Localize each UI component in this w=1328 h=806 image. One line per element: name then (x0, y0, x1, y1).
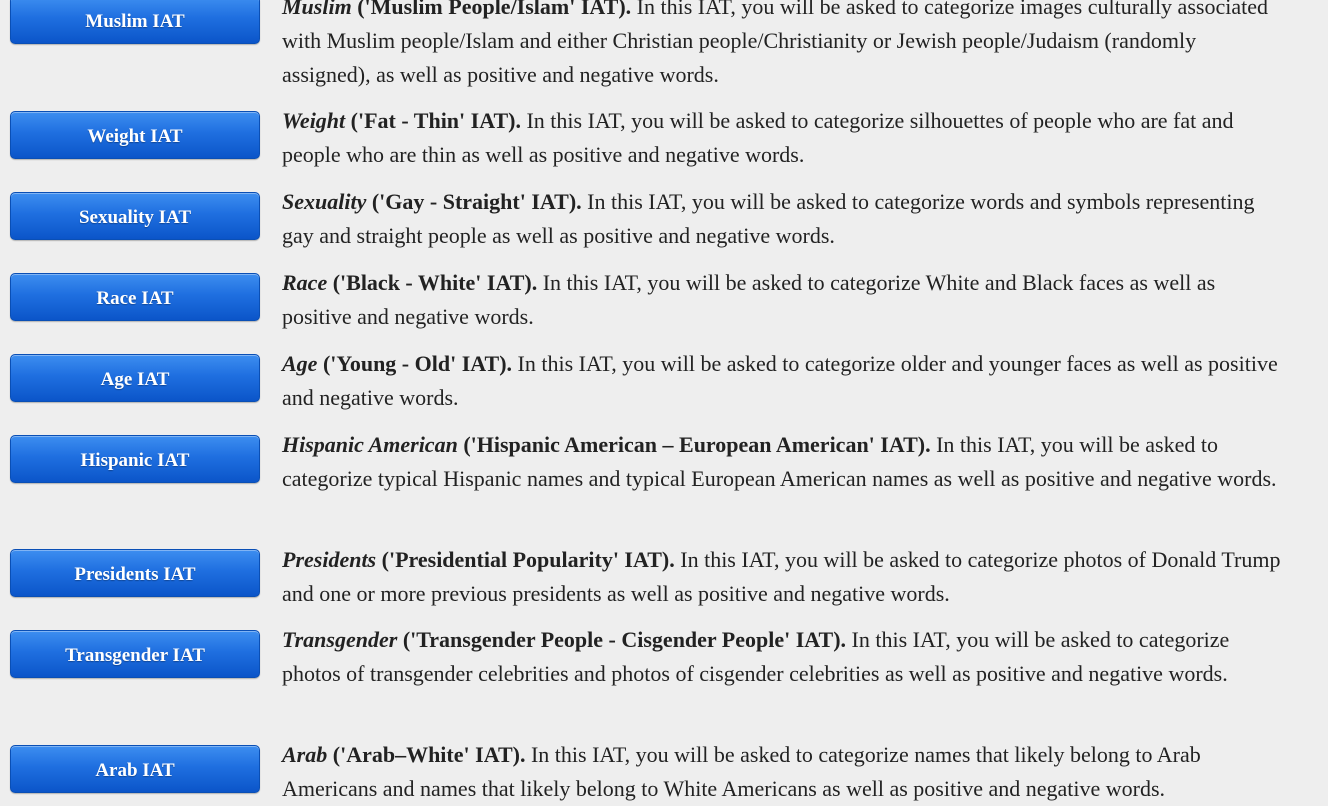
sexuality-iat-button[interactable]: Sexuality IAT (10, 192, 260, 240)
transgender-iat-text: In this IAT, you will be asked to categorize photos of transgender celebrities and photos of cisgender celebrities as well as positive and negative words. (282, 627, 1230, 686)
weight-iat-text: In this IAT, you will be asked to categorize silhouettes of people who are fat and people who are thin as well as positive and negative words. (282, 108, 1234, 167)
presidents-iat-description (282, 543, 1282, 611)
race-iat-description (282, 266, 1282, 334)
age-iat-button[interactable]: Age IAT (10, 354, 260, 402)
presidents-iat-title: Presidents (282, 547, 377, 572)
sexuality-iat-text: In this IAT, you will be asked to categorize words and symbols representing gay and straight people as well as positive and negative words. (282, 189, 1255, 248)
transgender-iat-description (282, 623, 1282, 691)
muslim-iat-title: Muslim (282, 0, 352, 19)
weight-iat-title: Weight (282, 108, 346, 133)
sexuality-iat-title: Sexuality (282, 189, 367, 214)
weight-iat-description (282, 104, 1282, 172)
arab-iat-title: Arab (282, 742, 328, 767)
hispanic-iat-subtitle: ('Hispanic American – European American' IAT). (463, 432, 931, 457)
race-iat-text: In this IAT, you will be asked to categorize White and Black faces as well as positive and negative words. (282, 270, 1216, 329)
age-iat-description (282, 347, 1282, 415)
age-iat-text: In this IAT, you will be asked to categorize older and younger faces as well as positive and negative words. (282, 351, 1278, 410)
race-iat-subtitle: ('Black - White' IAT). (332, 270, 538, 295)
muslim-iat-text: In this IAT, you will be asked to categorize images culturally associated with Muslim people/Islam and either Christian people/Christianity or Jewish people/Judaism (randomly assigned), as well as positive and negative words. (282, 0, 1268, 87)
transgender-iat-title: Transgender (282, 627, 398, 652)
hispanic-iat-description (282, 428, 1282, 496)
transgender-iat-button[interactable]: Transgender IAT (10, 630, 260, 678)
sexuality-iat-subtitle: ('Gay - Straight' IAT). (371, 189, 582, 214)
arab-iat-button[interactable]: Arab IAT (10, 745, 260, 793)
muslim-iat-subtitle: ('Muslim People/Islam' IAT). (357, 0, 632, 19)
presidents-iat-button[interactable]: Presidents IAT (10, 549, 260, 597)
sexuality-iat-description (282, 185, 1282, 253)
hispanic-iat-button[interactable]: Hispanic IAT (10, 435, 260, 483)
presidents-iat-subtitle: ('Presidential Popularity' IAT). (381, 547, 675, 572)
race-iat-button[interactable]: Race IAT (10, 273, 260, 321)
weight-iat-subtitle: ('Fat - Thin' IAT). (350, 108, 521, 133)
age-iat-subtitle: ('Young - Old' IAT). (322, 351, 513, 376)
muslim-iat-button[interactable]: Muslim IAT (10, 0, 260, 44)
arab-iat-description (282, 738, 1282, 806)
arab-iat-text: In this IAT, you will be asked to categorize names that likely belong to Arab Americans and names that likely belong to White Americans as well as positive and negative words. (282, 742, 1201, 801)
race-iat-title: Race (282, 270, 328, 295)
age-iat-title: Age (282, 351, 318, 376)
hispanic-iat-text: In this IAT, you will be asked to categorize typical Hispanic names and typical European American names as well as positive and negative words. (282, 432, 1277, 491)
weight-iat-button[interactable]: Weight IAT (10, 111, 260, 159)
muslim-iat-description (282, 0, 1282, 91)
presidents-iat-text: In this IAT, you will be asked to categorize photos of Donald Trump and one or more previous presidents as well as positive and negative words. (282, 547, 1281, 606)
hispanic-iat-title: Hispanic American (282, 432, 458, 457)
arab-iat-subtitle: ('Arab–White' IAT). (332, 742, 526, 767)
transgender-iat-subtitle: ('Transgender People - Cisgender People' IAT). (402, 627, 847, 652)
